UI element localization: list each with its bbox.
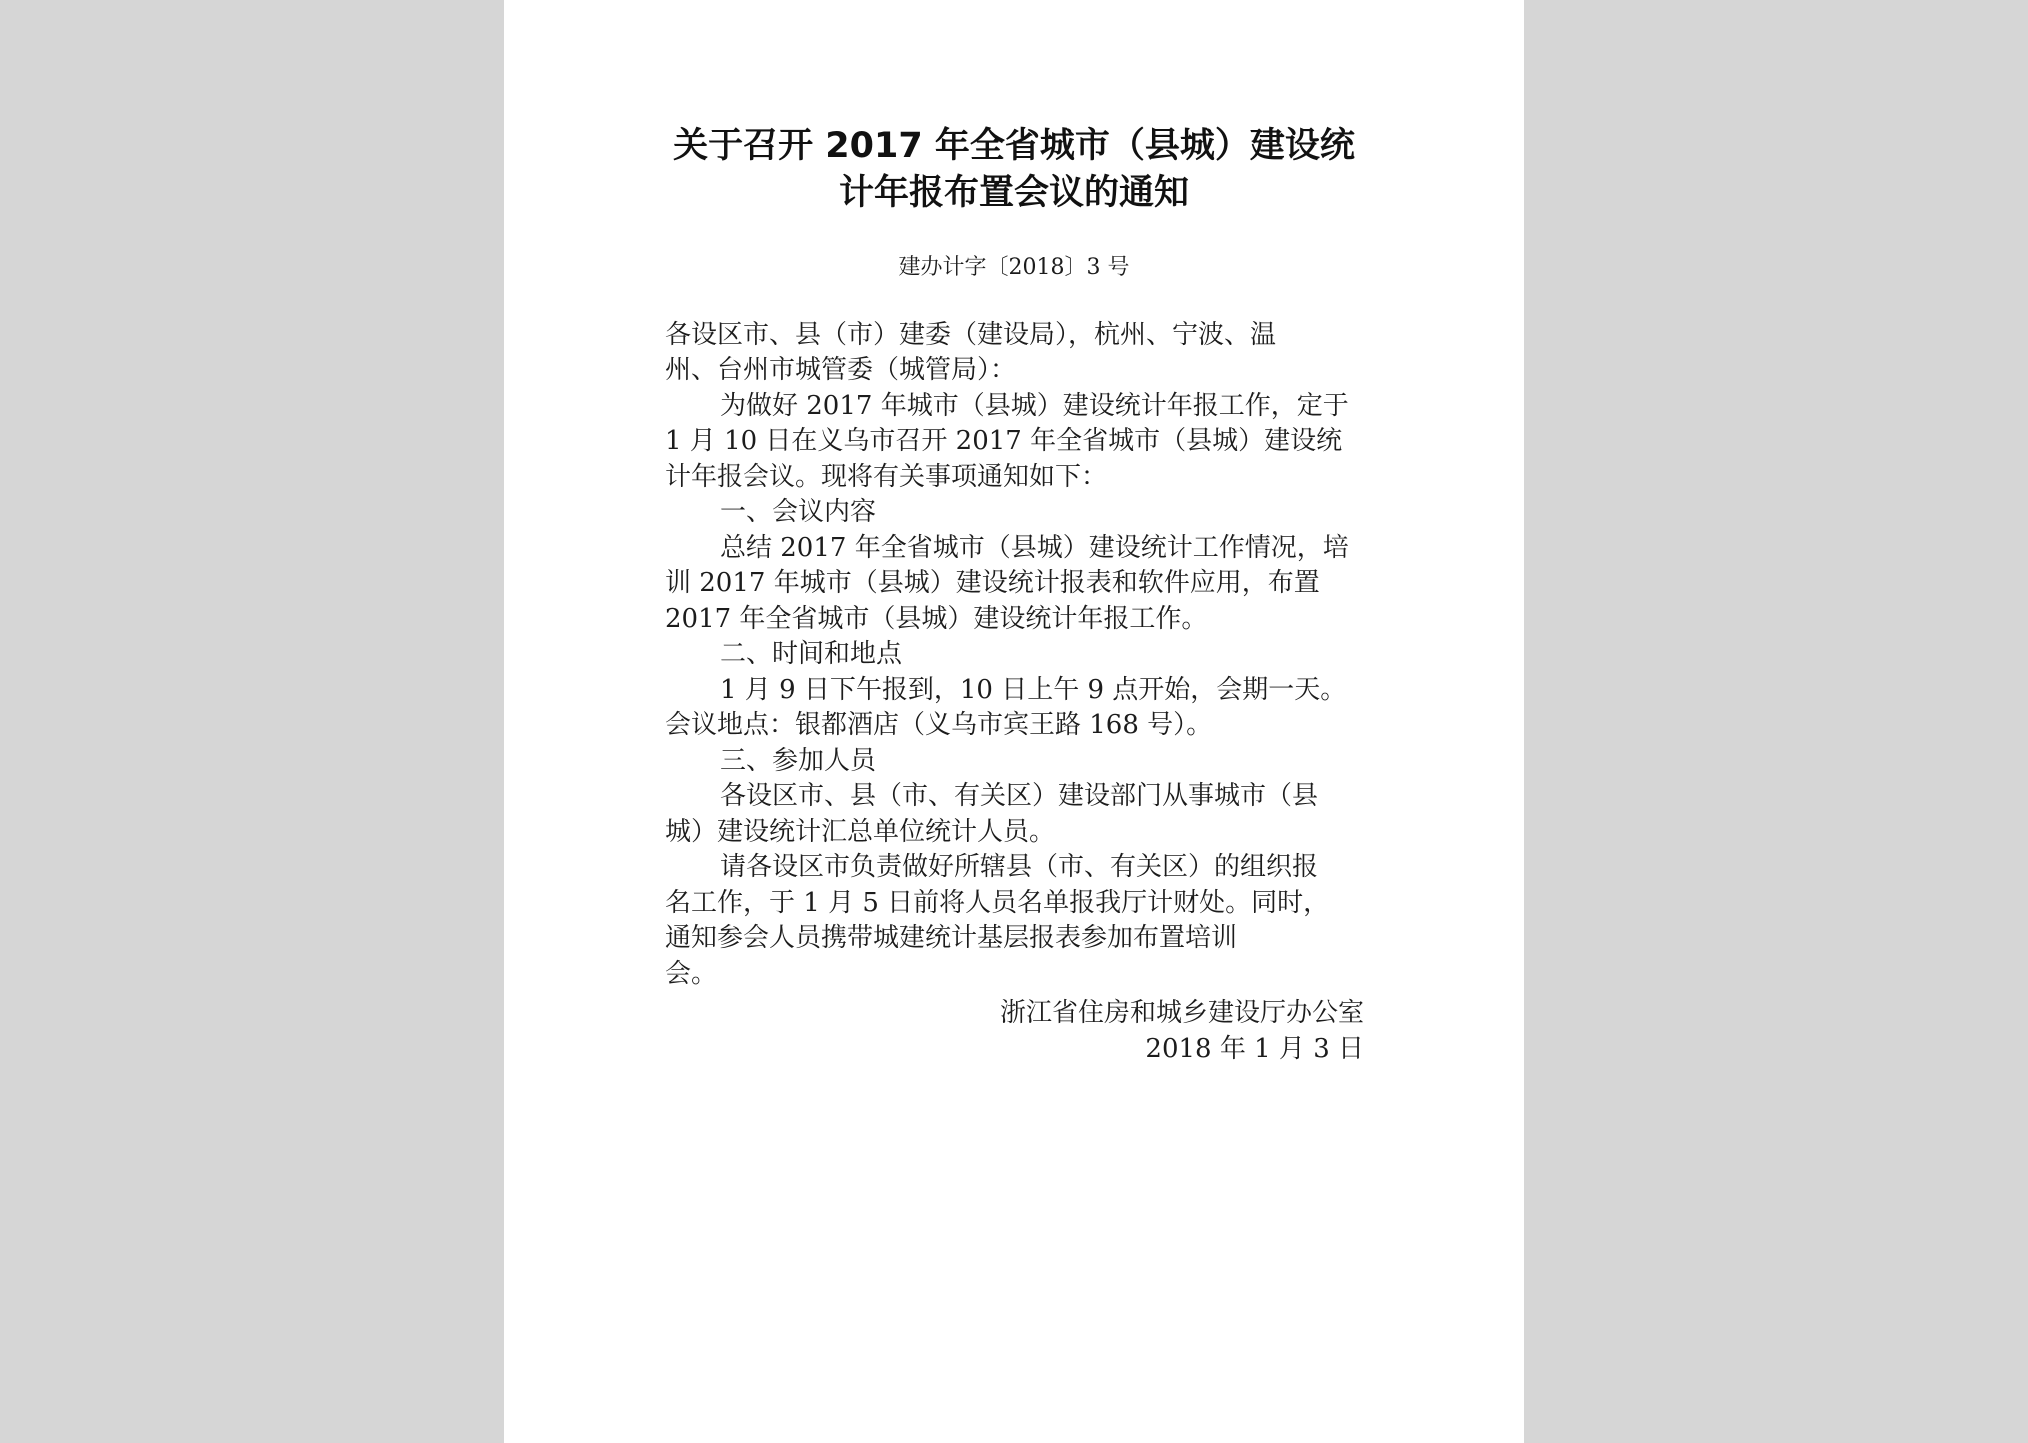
body-line-7: 总结 2017 年全省城市（县城）建设统计工作情况，培 bbox=[720, 533, 1349, 563]
signature-organization: 浙江省住房和城乡建设厅办公室 bbox=[999, 998, 1364, 1028]
body-line-19: 会。 bbox=[665, 959, 718, 989]
body-line-17: 名工作，于 1 月 5 日前将人员名单报我厅计财处。同时， bbox=[665, 888, 1330, 918]
section-heading-3: 三、参加人员 bbox=[720, 746, 877, 776]
body-line-11: 1 月 9 日下午报到，10 日上午 9 点开始，会期一天。 bbox=[720, 675, 1347, 705]
section-heading-1: 一、会议内容 bbox=[720, 497, 877, 527]
body-line-14: 各设区市、县（市、有关区）建设部门从事城市（县 bbox=[720, 781, 1319, 811]
body-line-12: 会议地点：银都酒店（义乌市宾王路 168 号）。 bbox=[665, 710, 1213, 740]
body-line-1: 各设区市、县（市）建委（建设局），杭州、宁波、温 bbox=[665, 320, 1277, 350]
section-heading-2: 二、时间和地点 bbox=[720, 639, 903, 669]
body-line-16: 请各设区市负责做好所辖县（市、有关区）的组织报 bbox=[720, 852, 1319, 882]
document-number: 建办计字〔2018〕3 号 bbox=[898, 255, 1130, 280]
signature-date: 2018 年 1 月 3 日 bbox=[1145, 1034, 1364, 1064]
body-line-2: 州、台州市城管委（城管局）： bbox=[665, 355, 1017, 385]
body-line-8: 训 2017 年城市（县城）建设统计报表和软件应用，布置 bbox=[665, 568, 1320, 598]
body-line-18: 通知参会人员携带城建统计基层报表参加布置培训 bbox=[665, 923, 1238, 953]
document-page bbox=[504, 0, 1524, 1443]
body-line-15: 城）建设统计汇总单位统计人员。 bbox=[665, 817, 1056, 847]
body-line-3: 为做好 2017 年城市（县城）建设统计年报工作，定于 bbox=[720, 391, 1349, 421]
body-line-9: 2017 年全省城市（县城）建设统计年报工作。 bbox=[665, 604, 1208, 634]
body-line-4: 1 月 10 日在义乌市召开 2017 年全省城市（县城）建设统 bbox=[665, 426, 1343, 456]
document-title-line-2: 计年报布置会议的通知 bbox=[838, 173, 1189, 213]
document-title-line-1: 关于召开 2017 年全省城市（县城）建设统 bbox=[673, 126, 1355, 166]
body-line-5: 计年报会议。现将有关事项通知如下： bbox=[665, 462, 1108, 492]
